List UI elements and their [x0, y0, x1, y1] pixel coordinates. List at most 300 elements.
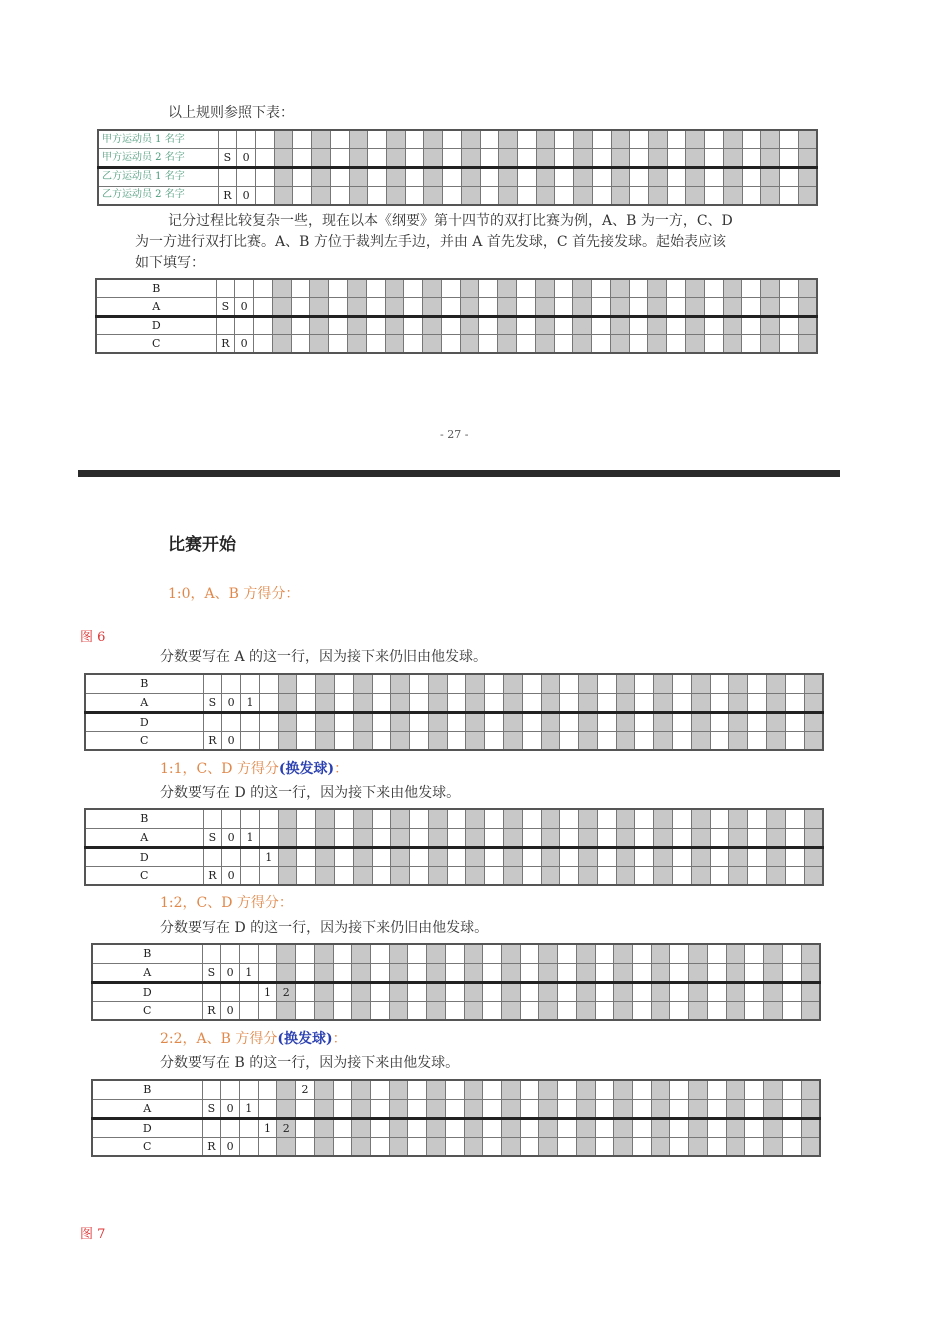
player-name: B — [96, 279, 216, 298]
score-cell — [445, 1080, 464, 1099]
score-cell: S — [218, 149, 237, 168]
score-cell — [347, 316, 366, 335]
score-cell — [241, 674, 260, 693]
score-cell: 0 — [237, 186, 256, 205]
score-cell — [610, 298, 629, 317]
score-row — [85, 712, 823, 731]
score-cell — [798, 130, 817, 149]
score-cell — [258, 944, 277, 963]
score-cell — [576, 1099, 595, 1118]
score-cell — [539, 982, 558, 1001]
score-cell — [464, 1080, 483, 1099]
score-cell — [408, 1118, 427, 1137]
score-cell — [391, 809, 410, 828]
score-cell — [274, 168, 293, 187]
score-cell: R — [203, 731, 222, 750]
player-name: D — [85, 847, 203, 866]
score-cell — [579, 828, 598, 847]
score-cell — [258, 1099, 277, 1118]
score-cell — [372, 674, 391, 693]
score-cell — [558, 944, 577, 963]
score-cell — [518, 130, 537, 149]
score-cell — [424, 130, 443, 149]
score-cell — [237, 168, 256, 187]
score-cell — [592, 335, 611, 354]
score-cell — [616, 809, 635, 828]
score-cell — [729, 693, 748, 712]
score-cell — [366, 279, 385, 298]
score-cell — [504, 847, 523, 866]
score-cell — [654, 731, 673, 750]
score-cell: 0 — [221, 1001, 240, 1020]
score-cell — [541, 674, 560, 693]
score-cell — [391, 828, 410, 847]
score-cell — [443, 149, 462, 168]
score-cell — [239, 1080, 258, 1099]
score-cell — [541, 847, 560, 866]
score-cell — [804, 693, 823, 712]
score-cell — [723, 279, 742, 298]
score-cell — [353, 712, 372, 731]
score-cell — [368, 130, 387, 149]
score-cell — [353, 828, 372, 847]
score-cell — [408, 1137, 427, 1156]
score-cell — [333, 1001, 352, 1020]
score-cell — [353, 809, 372, 828]
score-cell: 0 — [222, 693, 241, 712]
score-cell — [389, 1099, 408, 1118]
score-row — [96, 335, 817, 354]
score-cell — [255, 149, 274, 168]
score-cell — [804, 674, 823, 693]
score-cell — [258, 1137, 277, 1156]
score-cell: 1 — [258, 982, 277, 1001]
score-cell — [410, 828, 429, 847]
score-cell — [614, 1099, 633, 1118]
score-row — [85, 693, 823, 712]
player-name: B — [85, 674, 203, 693]
step2-title — [160, 758, 348, 778]
score-cell — [670, 963, 689, 982]
score-cell — [522, 693, 541, 712]
score-cell — [254, 279, 273, 298]
score-cell — [372, 866, 391, 885]
score-cell — [274, 130, 293, 149]
score-cell — [293, 149, 312, 168]
score-cell — [408, 1001, 427, 1020]
score-cell — [541, 693, 560, 712]
score-cell — [410, 674, 429, 693]
score-cell — [541, 809, 560, 828]
score-cell — [554, 316, 573, 335]
score-cell — [352, 1137, 371, 1156]
score-cell — [333, 1137, 352, 1156]
score-cell — [667, 149, 686, 168]
score-cell — [673, 866, 692, 885]
score-cell — [558, 1099, 577, 1118]
score-cell — [485, 809, 504, 828]
score-cell — [558, 1001, 577, 1020]
score-cell — [428, 712, 447, 731]
score-cell — [349, 168, 368, 187]
score-cell — [555, 130, 574, 149]
score-cell — [742, 130, 761, 149]
score-cell — [483, 1001, 502, 1020]
score-cell — [333, 944, 352, 963]
score-cell — [780, 186, 799, 205]
score-cell — [726, 1099, 745, 1118]
page-divider — [78, 470, 840, 477]
score-cell — [254, 335, 273, 354]
score-cell — [447, 828, 466, 847]
score-cell — [691, 731, 710, 750]
score-cell — [560, 809, 579, 828]
score-cell — [705, 186, 724, 205]
score-cell — [633, 1001, 652, 1020]
score-cell — [352, 944, 371, 963]
score-cell — [349, 186, 368, 205]
score-cell — [405, 186, 424, 205]
step3-note: 分数要写在 D 的这一行，因为接下来仍旧由他发球。 — [160, 920, 489, 936]
score-cell — [254, 316, 273, 335]
score-cell — [297, 712, 316, 731]
score-cell — [203, 674, 222, 693]
score-cell — [745, 1118, 764, 1137]
score-cell — [239, 1137, 258, 1156]
score-cell — [689, 1118, 708, 1137]
score-cell — [560, 674, 579, 693]
score-cell — [386, 186, 405, 205]
score-cell — [597, 847, 616, 866]
score-cell — [798, 168, 817, 187]
score-cell: R — [202, 1001, 221, 1020]
score-cell — [499, 130, 518, 149]
score-cell — [592, 149, 611, 168]
score-cell — [670, 1137, 689, 1156]
score-cell — [278, 693, 297, 712]
score-cell — [785, 712, 804, 731]
score-cell — [554, 298, 573, 317]
score-cell — [314, 982, 333, 1001]
score-cell — [648, 279, 667, 298]
score-cell — [726, 1080, 745, 1099]
score-cell — [241, 712, 260, 731]
score-cell — [651, 1099, 670, 1118]
score-cell — [483, 1137, 502, 1156]
score-cell — [316, 809, 335, 828]
score-cell — [745, 1099, 764, 1118]
score-row — [98, 186, 817, 205]
score-cell — [312, 168, 331, 187]
score-cell — [517, 316, 536, 335]
score-cell — [536, 149, 555, 168]
score-cell — [222, 809, 241, 828]
score-cell — [520, 1001, 539, 1020]
score-cell — [278, 674, 297, 693]
score-cell — [424, 149, 443, 168]
score-cell: 2 — [277, 1118, 296, 1137]
score-cell — [221, 944, 240, 963]
score-cell — [558, 982, 577, 1001]
score-cell — [704, 298, 723, 317]
score-cell — [707, 1118, 726, 1137]
score-cell — [764, 1001, 783, 1020]
score-cell — [499, 168, 518, 187]
score-cell — [504, 712, 523, 731]
score-cell — [667, 186, 686, 205]
score-cell — [278, 866, 297, 885]
score-cell — [576, 944, 595, 963]
score-cell — [673, 674, 692, 693]
score-cell: 0 — [235, 298, 254, 317]
score-cell — [742, 149, 761, 168]
score-cell — [686, 335, 705, 354]
score-cell — [635, 866, 654, 885]
score-row — [85, 847, 823, 866]
score-cell — [629, 279, 648, 298]
score-cell — [707, 944, 726, 963]
score-cell — [464, 982, 483, 1001]
score-cell — [761, 298, 780, 317]
score-cell — [370, 1118, 389, 1137]
score-cell — [539, 1099, 558, 1118]
score-cell — [726, 963, 745, 982]
score-cell — [522, 809, 541, 828]
score-cell — [466, 712, 485, 731]
score-cell — [447, 731, 466, 750]
score-cell — [408, 944, 427, 963]
player-name: A — [92, 963, 202, 982]
score-cell — [710, 866, 729, 885]
score-cell — [464, 963, 483, 982]
score-cell — [408, 982, 427, 1001]
score-cell — [804, 731, 823, 750]
score-cell — [447, 847, 466, 866]
score-cell — [277, 1001, 296, 1020]
score-cell — [485, 847, 504, 866]
score-cell — [296, 944, 315, 963]
score-cell — [216, 279, 235, 298]
score-cell — [424, 168, 443, 187]
score-cell — [314, 1080, 333, 1099]
score-cell — [445, 1099, 464, 1118]
score-cell — [447, 674, 466, 693]
score-row — [92, 1137, 820, 1156]
score-cell — [729, 809, 748, 828]
score-cell — [445, 1001, 464, 1020]
score-cell — [502, 944, 521, 963]
score-cell — [460, 316, 479, 335]
score-cell — [804, 828, 823, 847]
score-cell — [801, 1137, 820, 1156]
score-cell — [499, 186, 518, 205]
score-cell — [595, 963, 614, 982]
score-cell — [278, 847, 297, 866]
score-table-step2 — [84, 808, 824, 886]
score-cell — [782, 1118, 801, 1137]
score-cell — [649, 186, 668, 205]
score-cell — [441, 335, 460, 354]
score-cell — [520, 944, 539, 963]
score-cell — [333, 1118, 352, 1137]
score-cell: S — [203, 828, 222, 847]
score-cell — [616, 847, 635, 866]
score-cell — [785, 809, 804, 828]
score-cell — [576, 1080, 595, 1099]
score-cell — [574, 130, 593, 149]
score-cell — [686, 149, 705, 168]
score-cell — [203, 847, 222, 866]
score-cell — [614, 944, 633, 963]
score-cell — [372, 712, 391, 731]
score-cell — [293, 168, 312, 187]
score-cell — [441, 298, 460, 317]
step4-note: 分数要写在 B 的这一行，因为接下来由他发球。 — [160, 1055, 460, 1071]
score-cell — [427, 1099, 446, 1118]
score-cell — [541, 712, 560, 731]
score-cell — [480, 168, 499, 187]
score-cell — [742, 316, 761, 335]
score-cell: 0 — [235, 335, 254, 354]
score-cell — [277, 944, 296, 963]
score-cell — [673, 847, 692, 866]
score-cell — [616, 693, 635, 712]
score-cell — [239, 1001, 258, 1020]
score-cell — [782, 1080, 801, 1099]
score-cell — [466, 809, 485, 828]
score-cell — [423, 279, 442, 298]
score-cell — [314, 1137, 333, 1156]
score-cell — [272, 335, 291, 354]
score-cell — [241, 866, 260, 885]
score-cell — [366, 335, 385, 354]
score-cell — [748, 809, 767, 828]
score-cell — [329, 335, 348, 354]
score-cell — [464, 1118, 483, 1137]
score-cell — [347, 335, 366, 354]
score-cell — [480, 149, 499, 168]
score-cell — [372, 847, 391, 866]
score-cell — [576, 982, 595, 1001]
score-cell — [368, 186, 387, 205]
score-cell — [310, 335, 329, 354]
score-cell — [635, 674, 654, 693]
score-cell — [670, 1001, 689, 1020]
score-cell — [277, 963, 296, 982]
score-cell — [651, 1080, 670, 1099]
score-cell — [218, 168, 237, 187]
score-cell — [314, 1001, 333, 1020]
player-name: 甲方运动员 2 名字 — [98, 149, 218, 168]
score-cell — [461, 149, 480, 168]
step4-title — [160, 1028, 347, 1048]
score-cell — [670, 1118, 689, 1137]
score-cell — [347, 279, 366, 298]
score-cell — [597, 809, 616, 828]
score-cell — [385, 316, 404, 335]
score-cell — [704, 279, 723, 298]
player-name: D — [92, 982, 202, 1001]
score-cell — [689, 963, 708, 982]
score-cell — [517, 335, 536, 354]
score-cell — [334, 731, 353, 750]
score-cell — [353, 731, 372, 750]
score-cell: 1 — [239, 1099, 258, 1118]
score-cell — [316, 828, 335, 847]
score-cell — [654, 712, 673, 731]
score-cell — [782, 1001, 801, 1020]
score-cell — [391, 731, 410, 750]
score-cell — [353, 674, 372, 693]
score-cell: R — [216, 335, 235, 354]
score-cell — [595, 1001, 614, 1020]
score-cell — [522, 712, 541, 731]
score-cell — [218, 130, 237, 149]
score-cell — [742, 186, 761, 205]
score-cell — [202, 1080, 221, 1099]
score-cell — [316, 712, 335, 731]
score-cell — [518, 149, 537, 168]
score-cell — [312, 130, 331, 149]
score-cell — [314, 1099, 333, 1118]
score-cell — [764, 944, 783, 963]
score-cell — [203, 809, 222, 828]
score-cell — [630, 186, 649, 205]
score-cell — [445, 1137, 464, 1156]
score-cell: S — [202, 1099, 221, 1118]
score-cell — [221, 1080, 240, 1099]
score-cell — [518, 186, 537, 205]
score-cell — [804, 847, 823, 866]
player-name: B — [92, 1080, 202, 1099]
score-cell — [479, 335, 498, 354]
score-cell — [389, 963, 408, 982]
score-cell — [389, 1080, 408, 1099]
score-cell — [296, 1099, 315, 1118]
score-cell — [296, 1118, 315, 1137]
score-cell — [539, 963, 558, 982]
score-cell — [654, 674, 673, 693]
score-cell — [614, 1118, 633, 1137]
score-cell — [316, 674, 335, 693]
score-cell — [654, 828, 673, 847]
score-cell — [466, 674, 485, 693]
score-cell — [801, 982, 820, 1001]
score-cell — [410, 866, 429, 885]
score-cell — [779, 316, 798, 335]
score-cell — [555, 168, 574, 187]
score-cell — [310, 279, 329, 298]
score-cell — [651, 1137, 670, 1156]
score-cell — [296, 1001, 315, 1020]
score-cell — [579, 847, 598, 866]
player-name: D — [96, 316, 216, 335]
score-cell — [466, 731, 485, 750]
score-cell — [221, 1118, 240, 1137]
score-cell: 1 — [241, 693, 260, 712]
score-cell — [629, 298, 648, 317]
section-title: 比赛开始 — [168, 535, 236, 555]
score-cell — [579, 731, 598, 750]
score-cell — [291, 316, 310, 335]
score-cell — [517, 279, 536, 298]
score-cell — [329, 316, 348, 335]
score-cell — [801, 1080, 820, 1099]
score-cell — [464, 944, 483, 963]
score-cell — [560, 866, 579, 885]
score-cell — [597, 674, 616, 693]
score-cell — [654, 847, 673, 866]
